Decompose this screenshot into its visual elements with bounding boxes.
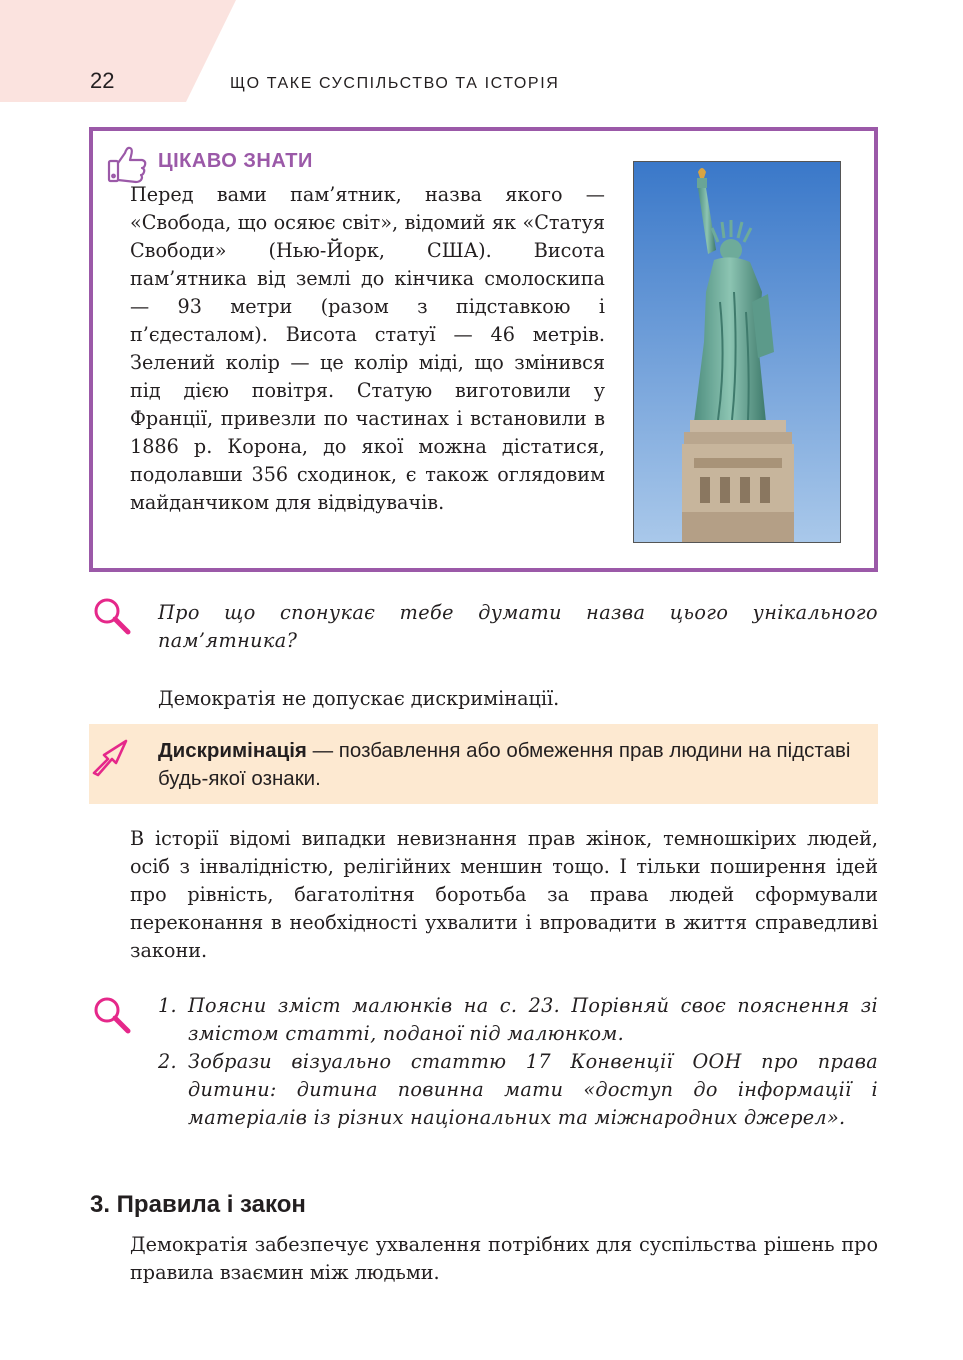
list-item-text: Поясни зміст малюнків на с. 23. Порівняй своє пояснення зі змістом статті, поданої під малюнком.	[188, 994, 878, 1045]
list-item-number: 2.	[158, 1050, 177, 1073]
history-paragraph: В історії відомі випадки невизнання прав жінок, темношкірих людей, осіб з інвалідністю, релігійних меншин тощо. І тільки поширення ідей про рівність, багатолітня боротьба за права людей сформували переконання в необхідності ухвалити і впровадити в життя справедливі закони.	[130, 827, 878, 962]
statue-of-liberty-photo	[633, 161, 841, 543]
header-corner-decoration	[0, 0, 963, 110]
statement-text: Демократія не допускає дискримінації.	[158, 687, 560, 710]
section-heading: 3. Правила і закон	[90, 1191, 306, 1218]
info-box-text: Перед вами пам’ятник, назва якого — «Свобода, що осяює світ», відомий як «Статуя Свободи» (Нью-Йорк, США). Висота пам’ятника від землі до кінчика смолоскипа — 93 метри (разом з підставкою і п’єдесталом). Висота статуї — 46 метрів. Зелений колір — це колір міді, що змінився під дією повітря. Статую виготовили у Франції, привезли по частинах і встановили в 1886 р. Корона, до якої можна дістатися, подолавши 356 сходинок, є також оглядовим майданчиком для відвідувачів.	[130, 183, 605, 514]
running-title: ЩО ТАКЕ СУСПІЛЬСТВО ТА ІСТОРІЯ	[230, 75, 560, 92]
list-item-number: 1.	[158, 994, 177, 1017]
list-item	[158, 992, 878, 1048]
arrow-icon	[88, 733, 134, 779]
info-box-title: ЦІКАВО ЗНАТИ	[158, 150, 313, 172]
task-list	[158, 992, 878, 1132]
definition-body: — позбавлення або обмеження прав людини на підставі будь-якої ознаки.	[158, 739, 851, 790]
magnifier-icon	[92, 995, 132, 1035]
section-text: Демократія забезпечує ухвалення потрібних для суспільства рішень про правила взаємин між людьми.	[130, 1233, 878, 1284]
thumbs-up-icon	[106, 143, 150, 185]
question-text: Про що спонукає тебе думати назва цього унікального пам’ятника?	[158, 601, 878, 652]
list-item-text: Зобрази візуально статтю 17 Конвенції ООН про права дитини: дитина повинна мати «доступ до інформації і матеріалів із різних національних та міжнародних джерел».	[188, 1050, 878, 1129]
definition-term: Дискримінація	[158, 739, 307, 762]
magnifier-icon	[92, 596, 132, 636]
page-number: 22	[90, 68, 115, 93]
definition-text	[158, 737, 868, 793]
list-item	[158, 1048, 878, 1132]
